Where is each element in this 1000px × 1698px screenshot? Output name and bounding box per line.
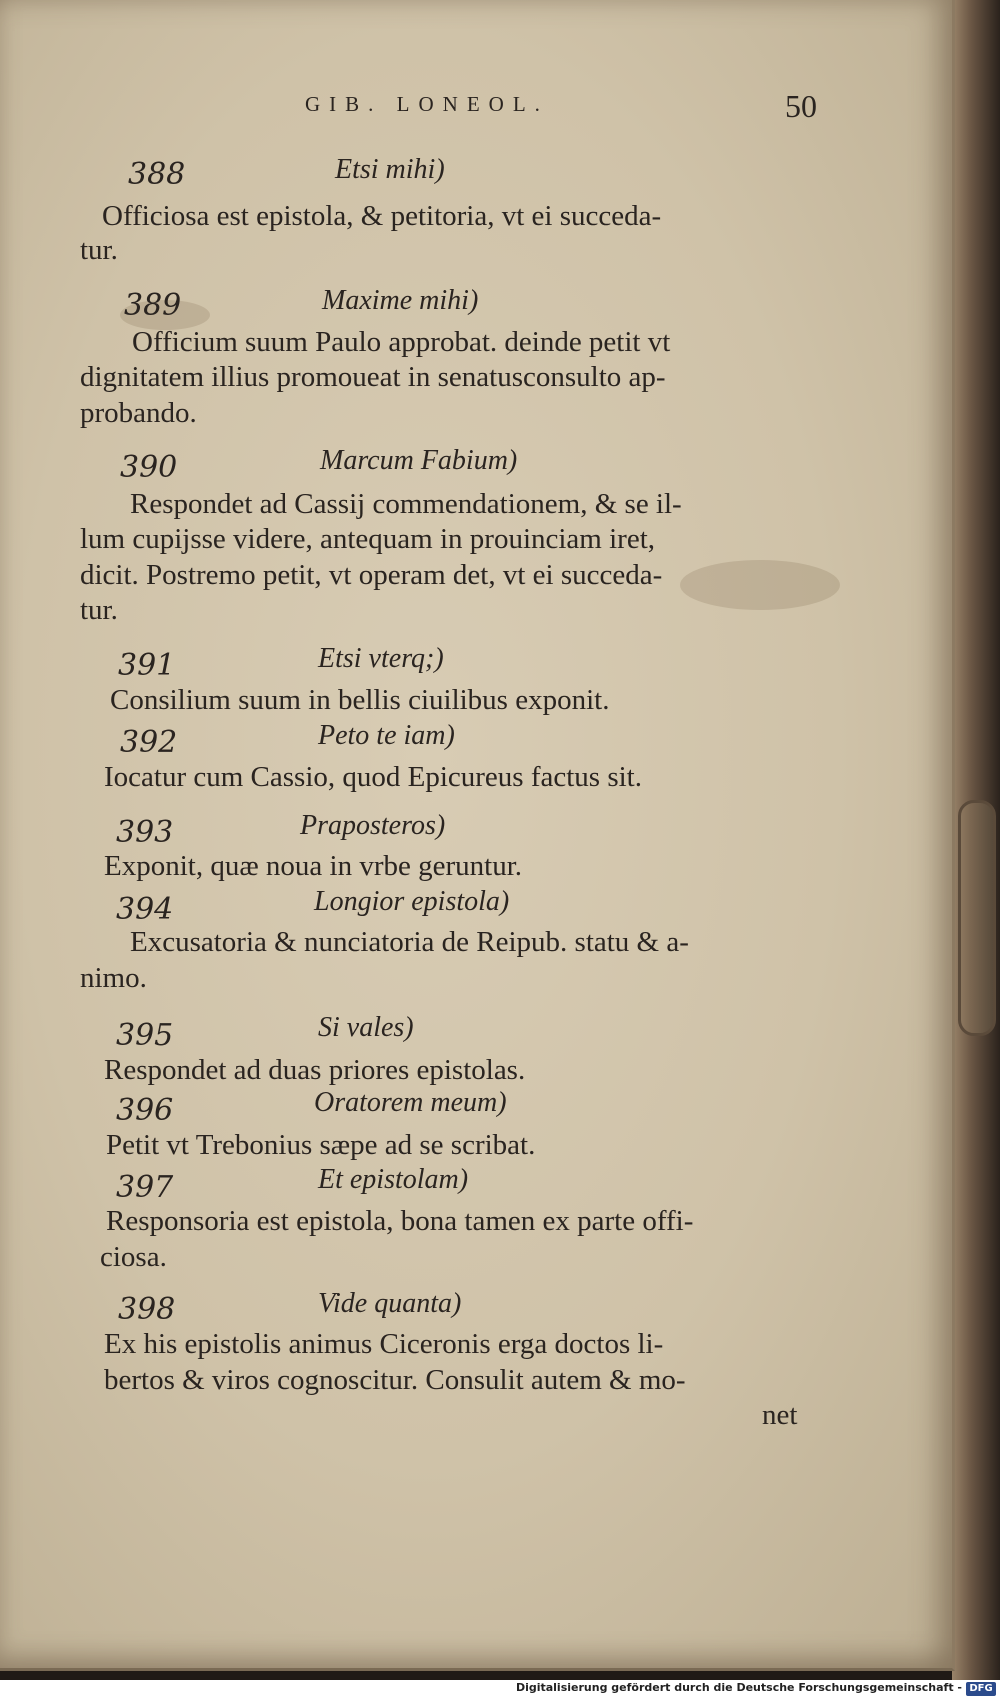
entry-line: Petit vt Trebonius sæpe ad se scribat. xyxy=(106,1129,536,1161)
entry-line: Respondet ad Cassij commendationem, & se il- xyxy=(130,488,682,520)
entry-line: Consilium suum in bellis ciuilibus exponit. xyxy=(110,684,610,716)
entry-line: Iocatur cum Cassio, quod Epicureus factus sit. xyxy=(104,761,642,793)
entry-number: 388 xyxy=(128,157,186,192)
entry-line: dicit. Postremo petit, vt operam det, vt ei succeda- xyxy=(80,559,663,591)
entry-incipit: Et epistolam) xyxy=(318,1164,469,1195)
entry-incipit: Si vales) xyxy=(318,1012,414,1043)
page-number: 50 xyxy=(785,88,817,124)
entry-line: bertos & viros cognoscitur. Consulit autem & mo- xyxy=(104,1364,686,1396)
entry-number: 390 xyxy=(120,450,178,485)
entry-line: Officiosa est epistola, & petitoria, vt ei succeda- xyxy=(102,200,662,232)
funding-credit: Digitalisierung gefördert durch die Deutsche Forschungsgemeinschaft - xyxy=(515,1681,962,1694)
entry-line: Officium suum Paulo approbat. deinde petit vt xyxy=(132,326,671,358)
entry-line: Excusatoria & nunciatoria de Reipub. statu & a- xyxy=(130,926,689,958)
entry-line: Respondet ad duas priores epistolas. xyxy=(104,1054,526,1086)
entry-number: 392 xyxy=(120,725,178,760)
entry-line: Responsoria est epistola, bona tamen ex parte offi- xyxy=(106,1205,694,1237)
entry-number: 394 xyxy=(116,892,174,927)
entry-incipit: Maxime mihi) xyxy=(322,285,479,316)
entry-incipit: Peto te iam) xyxy=(318,720,455,751)
entry-incipit: Etsi mihi) xyxy=(335,154,445,185)
entry-number: 397 xyxy=(116,1170,174,1205)
entry-incipit: Praposteros) xyxy=(300,810,446,841)
dfg-logo: DFG xyxy=(966,1682,996,1696)
book-clasp xyxy=(958,800,996,1036)
entry-incipit: Marcum Fabium) xyxy=(320,445,518,476)
entry-number: 389 xyxy=(124,288,182,323)
entry-line: dignitatem illius promoueat in senatusconsulto ap- xyxy=(80,361,666,393)
entry-line: lum cupijsse videre, antequam in prouinciam iret, xyxy=(80,523,656,555)
running-head: GIB. LONEOL. xyxy=(305,92,549,116)
entry-incipit: Oratorem meum) xyxy=(314,1087,507,1118)
entry-line: Exponit, quæ noua in vrbe geruntur. xyxy=(104,850,523,882)
entry-incipit: Etsi vterq;) xyxy=(318,643,444,674)
stain xyxy=(680,560,840,610)
entry-line: ciosa. xyxy=(100,1241,167,1273)
entry-incipit: Longior epistola) xyxy=(314,886,510,917)
entry-number: 396 xyxy=(116,1093,174,1128)
entry-number: 395 xyxy=(116,1018,174,1053)
entry-line: probando. xyxy=(80,397,197,429)
catchword: net xyxy=(762,1399,798,1431)
entry-line: Ex his epistolis animus Ciceronis erga doctos li- xyxy=(104,1328,664,1360)
entry-line: tur. xyxy=(80,234,118,266)
entry-number: 391 xyxy=(118,648,176,683)
entry-number: 398 xyxy=(118,1292,176,1327)
entry-incipit: Vide quanta) xyxy=(318,1288,462,1319)
entry-number: 393 xyxy=(116,815,174,850)
entry-line: nimo. xyxy=(80,962,147,994)
entry-line: tur. xyxy=(80,594,118,626)
